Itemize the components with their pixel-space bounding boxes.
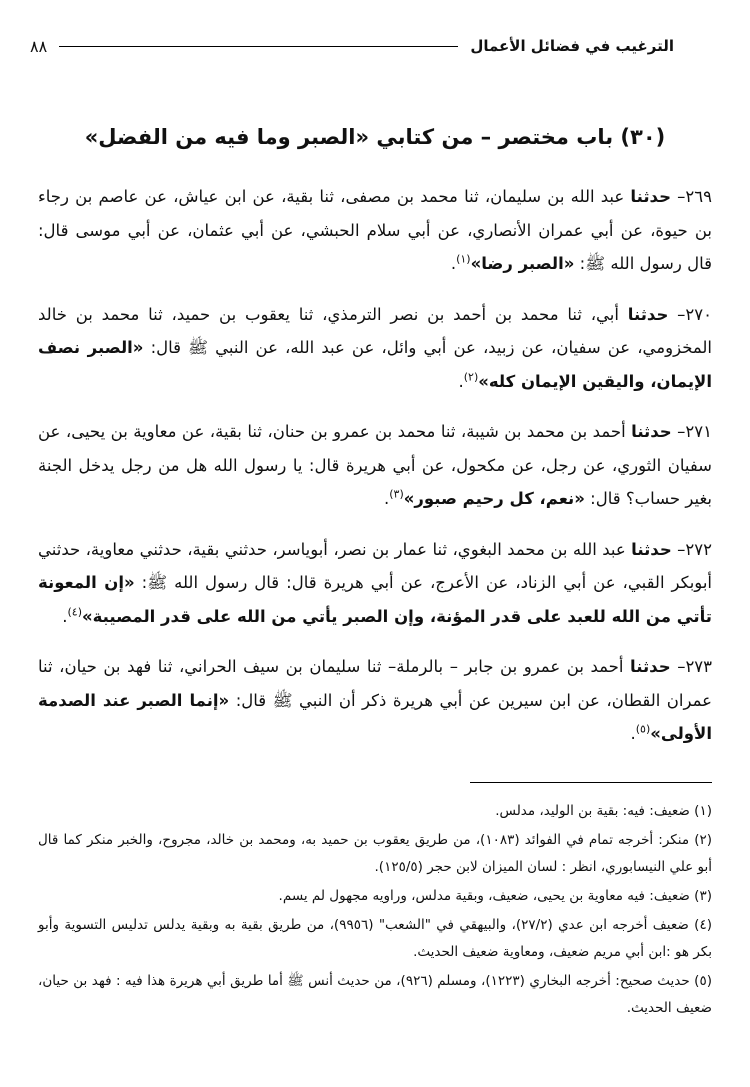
footnote-text: ضعيف: فيه: بقية بن الوليد، مدلس. [495,803,690,819]
hadith-end: . [383,489,390,508]
hadith-number: ٢٧٠– [677,304,712,324]
hadith-paragraph [38,298,712,399]
footnote-reference: (٣) [389,487,404,501]
footnote [38,798,712,825]
hadith-number: ٢٧٢– [677,539,713,559]
hadith-number: ٢٧١– [677,422,712,441]
footnote-text: ضعيف أخرجه ابن عدي (٢٧/٢)، والبيهقي في "الشعب" (٩٩٥٦)، من طريق بقية به وبقية يدلس تدليس التسوية وأبو بكر هو :ابن أبي مريم ضعيف، ومعاوية ضعيف الحديث. [38,917,712,960]
footnotes [38,798,712,1024]
hadith-keyword: حدثنا [631,539,672,559]
footnote-mark: (٣) [694,888,712,904]
footnote-mark: (٢) [694,832,713,848]
hadith-isnad: أبي، ثنا محمد بن أحمد بن نصر الترمذي، ثنا يعقوب بن حميد، ثنا محمد بن خالد المخزومي، عن سفيان، عن زبيد، عن أبي وائل، عن عبد الله، عن النبي ﷺ قال: [38,304,713,357]
footnote-text: ضعيف: فيه معاوية بن يحيى، ضعيف، وبقية مدلس، وراويه مجهول لم يسم. [278,888,690,904]
hadith-isnad: أحمد بن محمد بن شيبة، ثنا محمد بن عمرو بن حنان، ثنا بقية، عن معاوية بن يحيى، عن سفيان الثوري، عن رجل، عن مكحول، عن أبي هريرة قال: يا رسول الله هل من رجل يدخل الجنة بغير حساب؟ قال: [38,422,712,508]
footnote-reference: (٥) [635,722,651,736]
hadith-end: . [450,254,457,273]
hadith-keyword: حدثنا [630,187,671,206]
hadith-paragraph [38,650,712,751]
hadith-matn: «إن المعونة تأتي من الله للعبد على قدر المؤنة، وإن الصبر يأتي من الله على قدر المصيبة» [38,573,712,626]
running-title: الترغيب في فضائل الأعمال [470,37,674,55]
hadith-matn: «نعم، كل رحيم صبور» [403,489,585,508]
hadith-number: ٢٧٣– [677,657,713,676]
chapter-title: (٣٠) باب مختصر – من كتابي «الصبر وما فيه من الفضل» [84,125,666,149]
footnote-reference: (٤) [67,605,82,618]
footnote-separator [470,782,712,783]
hadith-matn: «إنما الصبر عند الصدمة الأولى» [38,690,712,743]
footnote [38,968,712,1022]
hadith-isnad: عبد الله بن سليمان، ثنا محمد بن مصفى، ثنا بقية، عن ابن عياش، عن عاصم بن رجاء بن حيوة، عن أبي عمران الأنصاري، عن أبي سلام الحبشي، عن أبي عثمان، عن أبي موسى قال: قال رسول الله ﷺ: [38,187,712,273]
footnote [38,883,712,910]
hadith-number: ٢٦٩– [677,187,713,206]
page-header [30,33,674,59]
footnote [38,912,712,966]
hadith-paragraph [38,415,712,516]
hadith-end: . [458,371,464,391]
footnote-text: حديث صحيح: أخرجه البخاري (١٢٢٣)، ومسلم (٩٢٦)، من حديث أنس ﷺ أما طريق أبي هريرة هذا فيه : فهد بن حيان، ضعيف الحديث. [38,973,712,1016]
hadith-paragraph [38,533,712,634]
footnote-text: منكر: أخرجه تمام في الفوائد (١٠٨٣)، من طريق يعقوب بن حميد به، ومحمد بن خالد، مجروح، والخبر منكر كما قال أبو علي النيسابوري، انظر : لسان الميزان لابن حجر (١٢٥/٥). [38,832,712,875]
footnote-mark: (٥) [694,973,712,989]
main-text [38,180,712,768]
hadith-keyword: حدثنا [631,422,672,441]
hadith-matn: «الصبر رضا» [470,254,575,273]
header-rule [59,46,458,47]
hadith-isnad: أحمد بن عمرو بن جابر – بالرملة– ثنا سليمان بن سيف الحراني، ثنا فهد بن حيان، ثنا عمران القطان، عن ابن سيرين عن أبي هريرة ذكر أن النبي ﷺ قال: [38,657,712,710]
footnote-reference: (١) [456,252,471,266]
hadith-keyword: حدثنا [630,657,671,676]
hadith-isnad: عبد الله بن محمد البغوي، ثنا عمار بن نصر، أبوياسر، حدثني بقية، حدثني معاوية، حدثني أبوبكر القبي، عن أبي الزناد، عن الأعرج، عن أبي هريرة قال: قال رسول الله ﷺ: [38,539,713,592]
hadith-keyword: حدثنا [627,304,669,324]
footnote-mark: (١) [694,803,712,819]
page-number: ٨٨ [30,36,48,56]
hadith-end: . [62,606,68,626]
footnote-mark: (٤) [694,917,712,933]
hadith-end: . [630,724,636,743]
footnote-reference: (٢) [463,370,479,383]
hadith-paragraph [38,180,712,281]
footnote [38,827,712,881]
hadith-matn: «الصبر نصف الإيمان، واليقين الإيمان كله» [38,338,712,391]
